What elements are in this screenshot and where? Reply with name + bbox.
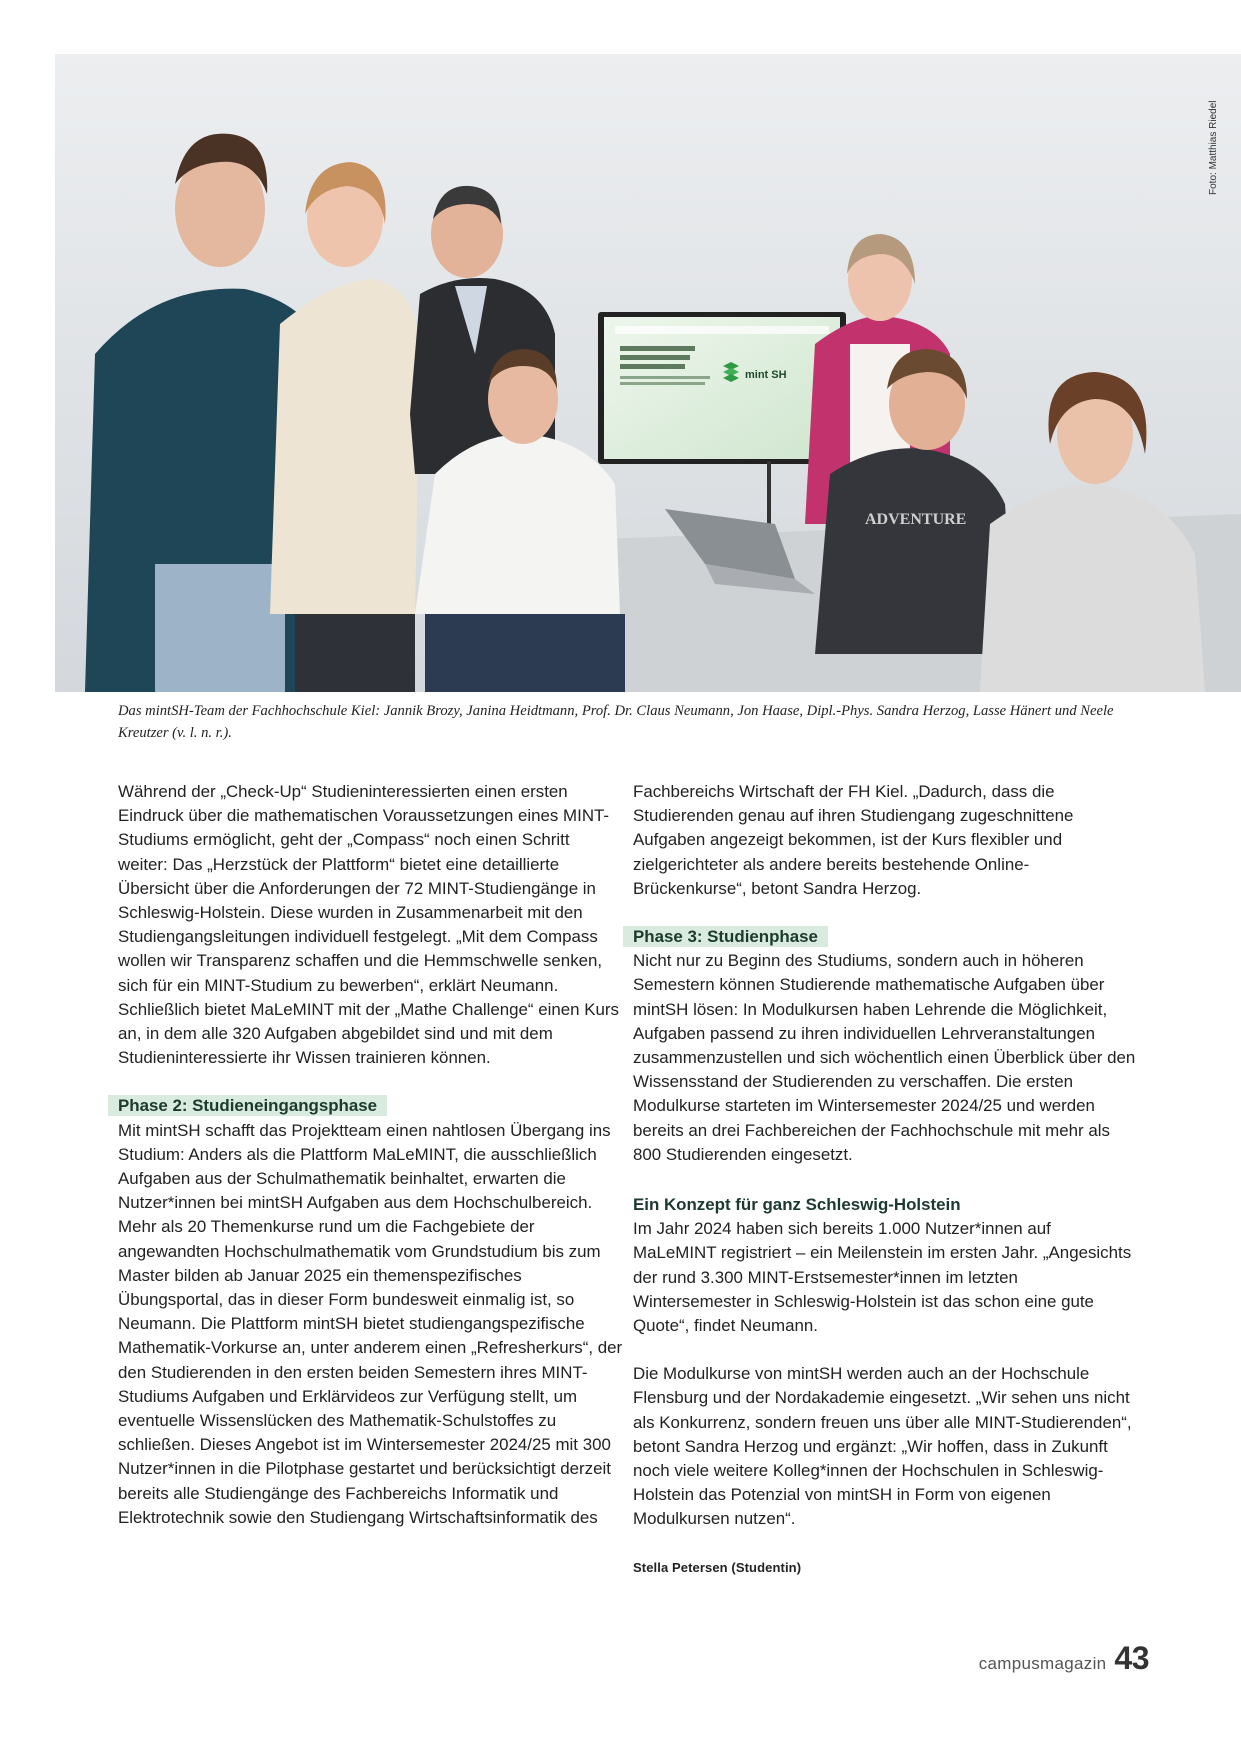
heading-phase-2: Phase 2: Studieneingangsphase [108,1095,387,1116]
magazine-name: campusmagazin [978,1654,1107,1673]
author: Stella Petersen (Studentin) [633,1559,802,1575]
hoodie-text: ADVENTURE [865,511,967,528]
photo-caption: Das mintSH-Team der Fachhochschule Kiel: Jannik Brozy, Janina Heidtmann, Prof. Dr. Claus Neumann, Jon Haase, Dipl.-Phys. Sandra Herzog, Lasse Hänert und Neele Kreutzer (v. l. n. r.). [118,703,1114,741]
heading-phase-3: Phase 3: Studienphase [623,926,828,947]
right-paragraph-3: Im Jahr 2024 haben sich bereits 1.000 Nutzer*innen auf MaLeMINT registriert – ein Meilenstein im ersten Jahr. „Angesichts der rund 3.300 MINT-Erstsemester*innen im letzten Wintersemester in Schleswig-Holstein ist das schon eine gute Quote“, findet Neumann. [633,1219,1132,1336]
right-column [633,780,1138,1580]
photo-credit: Foto: Matthias Riedel [1208,100,1219,195]
left-paragraph-2: Mit mintSH schafft das Projektteam einen nahtlosen Übergang ins Studium: Anders als die Plattform MaLeMINT, die ausschließlich Aufgaben aus der Schulmathematik beinhaltet, erwarten die Nutzer*innen bei mintSH Aufgaben aus dem Hochschulbereich. Mehr als 20 Themenkurse rund um die Fachgebiete der angewandten Hochschulmathematik vom Grundstudium bis zum Master bilden ab Januar 2025 ein themenspezifisches Übungsportal, das in dieser Form bundesweit einmalig ist, so Neumann. Die Plattform mintSH bietet studiengangspezifische Mathematik-Vorkurse an, unter anderem einen „Refresherkurs“, der den Studierenden in den ersten beiden Semestern ihres MINT-Studiums Aufgaben und Erklärvideos zur Verfügung stellt, um eventuelle Wissenslücken des Mathematik-Schulstoffes zu schließen. Dieses Angebot ist im Wintersemester 2024/25 mit 300 Nutzer*innen in die Pilotphase gestartet und berücksichtigt derzeit bereits alle Studiengänge des Fachbereichs Informatik und Elektrotechnik sowie den Studiengang Wirtschaftsinformatik des [118,1120,623,1527]
right-paragraph-4: Die Modulkurse von mintSH werden auch an der Hochschule Flensburg und der Nordakademie eingesetzt. „Wir sehen uns nicht als Konkurrenz, sondern freuen uns über alle MINT-Studierenden“, betont Sandra Herzog und ergänzt: „Wir hoffen, dass in Zukunft noch viele weitere Kolleg*innen der Hochschulen in Schleswig-Holstein das Potenzial von mintSH in Form von eigenen Modulkursen nutzen“. [633,1364,1132,1529]
left-paragraph-1: Während der „Check-Up“ Studieninteressierten einen ersten Eindruck über die mathematischen Voraussetzungen eines MINT-Studiums ermöglicht, geht der „Compass“ noch einen Schritt weiter: Das „Herzstück der Plattform“ bietet eine detaillierte Übersicht über die Anforderungen der 72 MINT-Studiengänge in Schleswig-Holstein. Diese wurden in Zusammenarbeit mit den Studiengangsleitungen individuell festgelegt. „Mit dem Compass wollen wir Transparenz schaffen und die Hemmschwelle senken, sich für ein MINT-Studium zu bewerben“, erklärt Neumann. Schließlich bietet MaLeMINT mit der „Mathe Challenge“ einen Kurs an, in dem alle 320 Aufgaben abgebildet sind und mit dem Studieninteressierte ihr Wissen trainieren können. [118,782,619,1068]
team-photo [55,54,1241,692]
left-column [118,780,623,1530]
heading-konzept: Ein Konzept für ganz Schleswig-Holstein [633,1195,961,1215]
page-footer [979,1640,1149,1677]
screen-logo: mint SH [745,369,787,381]
right-paragraph-1: Fachbereichs Wirtschaft der FH Kiel. „Dadurch, dass die Studierenden genau auf ihren Studiengang zugeschnittene Aufgaben angezeigt bekommen, ist der Kurs flexibler und zielgerichteter als andere bereits bestehende Online-Brückenkurse“, betont Sandra Herzog. [633,782,1074,898]
page-number: 43 [1114,1640,1149,1676]
team-photo-illustration [55,54,1241,692]
right-paragraph-2: Nicht nur zu Beginn des Studiums, sondern auch in höheren Semestern können Studierende mathematische Aufgaben über mintSH lösen: In Modulkursen haben Lehrende die Möglichkeit, Aufgaben passend zu ihren individuellen Lehrveranstaltungen zusammenzustellen und sich wöchentlich einen Überblick über den Wissensstand der Studierenden zu verschaffen. Die ersten Modulkurse starteten im Wintersemester 2024/25 und werden bereits an drei Fachbereichen der Fachhochschule mit mehr als 800 Studierenden eingesetzt. [633,951,1136,1164]
